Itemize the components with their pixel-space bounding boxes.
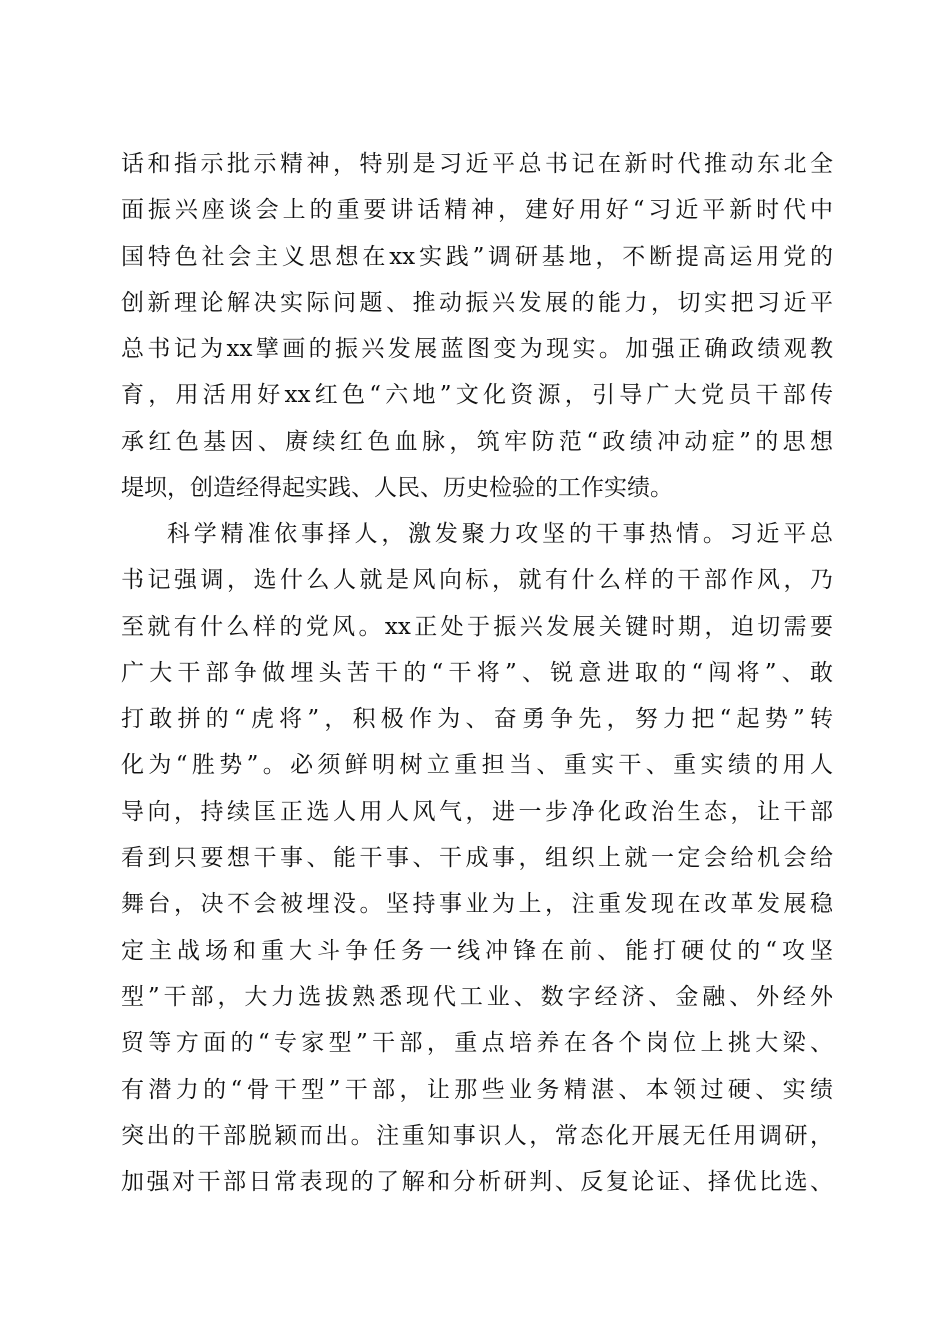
- paragraph-line: 创新理论解决实际问题、推动振兴发展的能力，切实把习近平: [121, 289, 833, 316]
- paragraph-line: 育，用活用好xx红色“六地”文化资源，引导广大党员干部传: [121, 382, 833, 409]
- paragraph-line: 导向，持续匡正选人用人风气，进一步净化政治生态，让干部: [121, 798, 833, 825]
- paragraph-line: 舞台，决不会被埋没。坚持事业为上，注重发现在改革发展稳: [121, 891, 833, 918]
- paragraph-1: [121, 141, 833, 511]
- paragraph-line: 至就有什么样的党风。xx正处于振兴发展关键时期，迫切需要: [121, 613, 833, 640]
- paragraph-line: 书记强调，选什么人就是风向标，就有什么样的干部作风，乃: [121, 567, 833, 594]
- paragraph-line: 化为“胜势”。必须鲜明树立重担当、重实干、重实绩的用人: [121, 752, 833, 779]
- paragraph-line: 面振兴座谈会上的重要讲话精神，建好用好“习近平新时代中: [121, 197, 833, 224]
- paragraph-line: 突出的干部脱颖而出。注重知事识人，常态化开展无任用调研，: [121, 1122, 833, 1149]
- paragraph-line: 型”干部，大力选拔熟悉现代工业、数字经济、金融、外经外: [121, 983, 833, 1010]
- paragraph-line: 看到只要想干事、能干事、干成事，组织上就一定会给机会给: [121, 845, 833, 872]
- paragraph-line: 有潜力的“骨干型”干部，让那些业务精湛、本领过硬、实绩: [121, 1076, 833, 1103]
- paragraph-line: 加强对干部日常表现的了解和分析研判、反复论证、择优比选、: [121, 1169, 833, 1196]
- paragraph-line: 贸等方面的“专家型”干部，重点培养在各个岗位上挑大梁、: [121, 1030, 833, 1057]
- paragraph-line: 堤坝，创造经得起实践、人民、历史检验的工作实绩。: [121, 475, 673, 502]
- paragraph-2: [121, 511, 833, 1205]
- paragraph-line: 国特色社会主义思想在xx实践”调研基地，不断提高运用党的: [121, 243, 833, 270]
- paragraph-line: 科学精准依事择人，激发聚力攻坚的干事热情。习近平总: [167, 521, 833, 547]
- paragraph-line: 总书记为xx擘画的振兴发展蓝图变为现实。加强正确政绩观教: [121, 336, 833, 363]
- paragraph-line: 话和指示批示精神，特别是习近平总书记在新时代推动东北全: [121, 151, 833, 177]
- paragraph-line: 广大干部争做埋头苦干的“干将”、锐意进取的“闯将”、敢: [121, 659, 833, 686]
- paragraph-line: 承红色基因、赓续红色血脉，筑牢防范“政绩冲动症”的思想: [121, 428, 833, 455]
- paragraph-line: 打敢拼的“虎将”，积极作为、奋勇争先，努力把“起势”转: [121, 706, 833, 733]
- paragraph-line: 定主战场和重大斗争任务一线冲锋在前、能打硬仗的“攻坚: [121, 937, 833, 964]
